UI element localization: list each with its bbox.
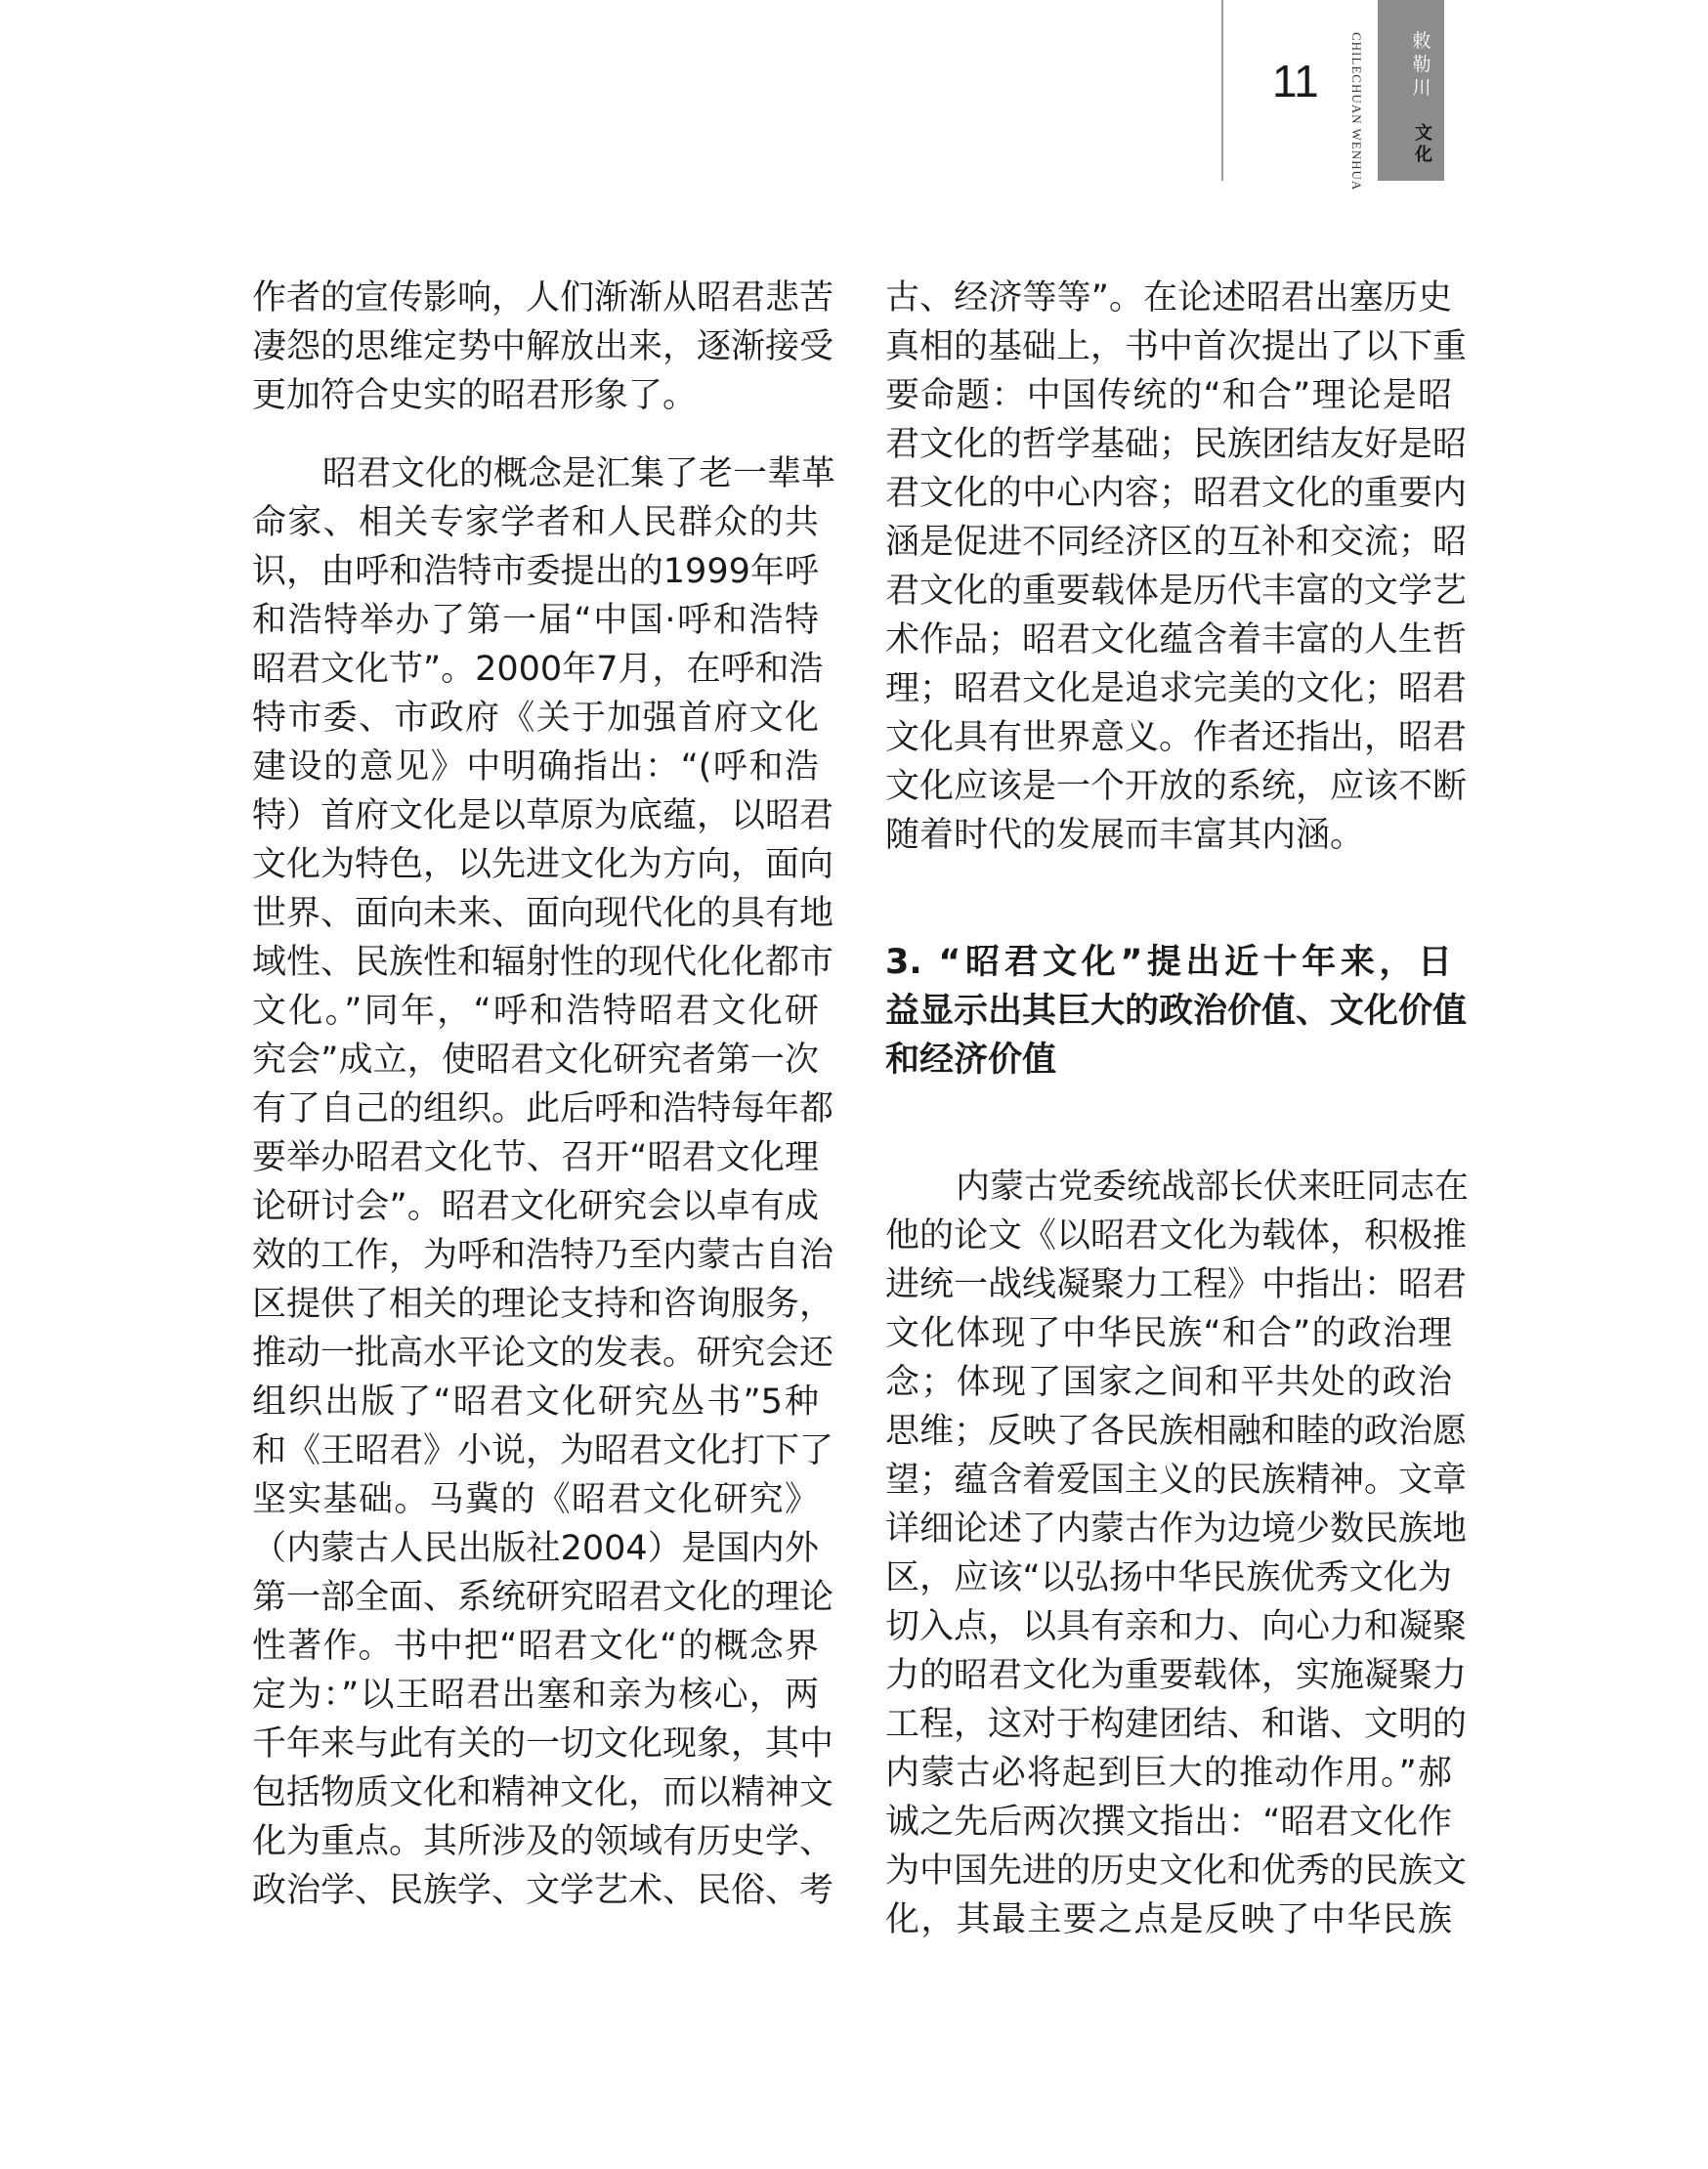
text-line: 包括物质文化和精神文化，而以精神文: [252, 1773, 834, 1812]
text-line: 化为重点。其所涉及的领域有历史学、: [252, 1822, 834, 1861]
text-line: 组织出版了“昭君文化研究丛书”5种: [252, 1382, 819, 1422]
text-line: 术作品；昭君文化蕴含着丰富的人生哲: [885, 620, 1468, 659]
text-line: 君文化的重要载体是历代丰富的文学艺: [885, 572, 1468, 611]
page-number: 11: [1272, 56, 1319, 106]
text-line: 为中国先进的历史文化和优秀的民族文: [885, 1851, 1468, 1891]
text-line: 念；体现了国家之间和平共处的政治: [885, 1363, 1452, 1402]
text-line: 内蒙古党委统战部长伏来旺同志在: [956, 1168, 1470, 1207]
header-brand-logo: 敕勒川: [1412, 30, 1431, 99]
heading-line: 益显示出其巨大的政治价值、文化价值: [885, 992, 1468, 1031]
text-line: 内蒙古必将起到巨大的推动作用。”郝: [885, 1754, 1452, 1793]
paragraph: [885, 274, 1468, 860]
right-column: [885, 274, 1470, 1944]
text-line: 命家、相关专家学者和人民群众的共: [252, 503, 819, 542]
text-line: 君文化的哲学基础；民族团结友好是昭: [885, 425, 1468, 464]
text-line: 文化应该是一个开放的系统，应该不断: [885, 767, 1468, 806]
text-line: 和浩特举办了第一届“中国·呼和浩特: [252, 601, 819, 640]
text-line: 识，由呼和浩特市委提出的1999年呼: [252, 552, 819, 591]
left-column: [252, 274, 836, 1915]
text-line: 作者的宣传影响，人们渐渐从昭君悲苦: [252, 278, 834, 318]
text-line: 文化具有世界意义。作者还指出，昭君: [885, 718, 1468, 757]
text-line: 切入点，以具有亲和力、向心力和凝聚: [885, 1607, 1468, 1646]
text-line: 区提供了相关的理论支持和咨询服务，: [252, 1285, 834, 1324]
text-line: 进统一战线凝聚力工程》中指出：昭君: [885, 1265, 1468, 1304]
heading-line: 和经济价值: [885, 1041, 1057, 1080]
text-line: 特市委、市政府《关于加强首府文化: [252, 699, 819, 738]
text-line: 力的昭君文化为重要载体，实施凝聚力: [885, 1656, 1468, 1695]
text-line: 域性、民族性和辐射性的现代化化都市: [252, 943, 834, 982]
text-line: 理；昭君文化是追求完美的文化；昭君: [885, 669, 1468, 708]
text-line: 文化体现了中华民族“和合”的政治理: [885, 1314, 1452, 1353]
text-line: 第一部全面、系统研究昭君文化的理论: [252, 1578, 834, 1617]
header-section-label: 文化: [1415, 123, 1432, 165]
text-line: 论研讨会”。昭君文化研究会以卓有成: [252, 1187, 819, 1226]
text-line: 思维；反映了各民族相融和睦的政治愿: [885, 1412, 1468, 1451]
text-line: 性著作。书中把“昭君文化“的概念界: [252, 1627, 819, 1666]
text-line: 坚实基础。马冀的《昭君文化研究》: [252, 1480, 819, 1519]
text-line: 特）首府文化是以草原为底蕴，以昭君: [252, 796, 834, 835]
text-line: 更加符合史实的昭君形象了。: [252, 376, 698, 415]
text-line: 千年来与此有关的一切文化现象，其中: [252, 1724, 834, 1764]
text-line: 涵是促进不同经济区的互补和交流；昭: [885, 523, 1468, 562]
text-line: 古、经济等等”。在论述昭君出塞历史: [885, 278, 1452, 318]
text-line: （内蒙古人民出版社2004）是国内外: [252, 1529, 819, 1568]
text-line: 要命题：中国传统的“和合”理论是昭: [885, 376, 1452, 415]
text-line: 政治学、民族学、文学艺术、民俗、考: [252, 1871, 834, 1910]
text-line: 君文化的中心内容；昭君文化的重要内: [885, 474, 1468, 513]
text-line: 诚之先后两次撰文指出：“昭君文化作: [885, 1803, 1452, 1842]
header-divider: [1221, 0, 1223, 181]
heading-line: 3. “昭君文化”提出近十年来，日: [885, 943, 1452, 982]
text-line: 望；蕴含着爱国主义的民族精神。文章: [885, 1461, 1468, 1500]
paragraph: [885, 1163, 1470, 1944]
text-line: 文化为特色，以先进文化为方向，面向: [252, 845, 834, 884]
text-line: 凄怨的思维定势中解放出来，逐渐接受: [252, 327, 834, 366]
text-line: 效的工作，为呼和浩特乃至内蒙古自治: [252, 1236, 834, 1275]
text-line: 文化。”同年，“呼和浩特昭君文化研: [252, 992, 819, 1031]
text-line: 推动一批高水平论文的发表。研究会还: [252, 1334, 834, 1373]
text-line: 工程，这对于构建团结、和谐、文明的: [885, 1705, 1468, 1744]
text-line: 真相的基础上，书中首次提出了以下重: [885, 327, 1468, 366]
paragraph: [252, 449, 836, 1915]
text-line: 世界、面向未来、面向现代化的具有地: [252, 894, 834, 933]
header-latin-text: CHILECHUAN WENHUA: [1349, 32, 1364, 191]
section-heading: [885, 938, 1468, 1084]
text-line: 区，应该“以弘扬中华民族优秀文化为: [885, 1558, 1452, 1597]
text-line: 要举办昭君文化节、召开“昭君文化理: [252, 1138, 819, 1177]
text-line: 详细论述了内蒙古作为边境少数民族地: [885, 1510, 1468, 1549]
text-line: 昭君文化的概念是汇集了老一辈革: [322, 454, 836, 493]
text-line: 定为：”以王昭君出塞和亲为核心，两: [252, 1676, 819, 1715]
text-line: 他的论文《以昭君文化为载体，积极推: [885, 1216, 1468, 1255]
text-line: 建设的意见》中明确指出：“(呼和浩: [252, 747, 819, 787]
text-line: 和《王昭君》小说，为昭君文化打下了: [252, 1431, 834, 1470]
text-line: 随着时代的发展而丰富其内涵。: [885, 816, 1365, 855]
text-line: 昭君文化节”。2000年7月，在呼和浩: [252, 650, 824, 689]
text-line: 化，其最主要之点是反映了中华民族: [885, 1900, 1452, 1939]
paragraph: [252, 274, 834, 420]
text-line: 有了自己的组织。此后呼和浩特每年都: [252, 1089, 834, 1128]
text-line: 究会”成立，使昭君文化研究者第一次: [252, 1041, 819, 1080]
